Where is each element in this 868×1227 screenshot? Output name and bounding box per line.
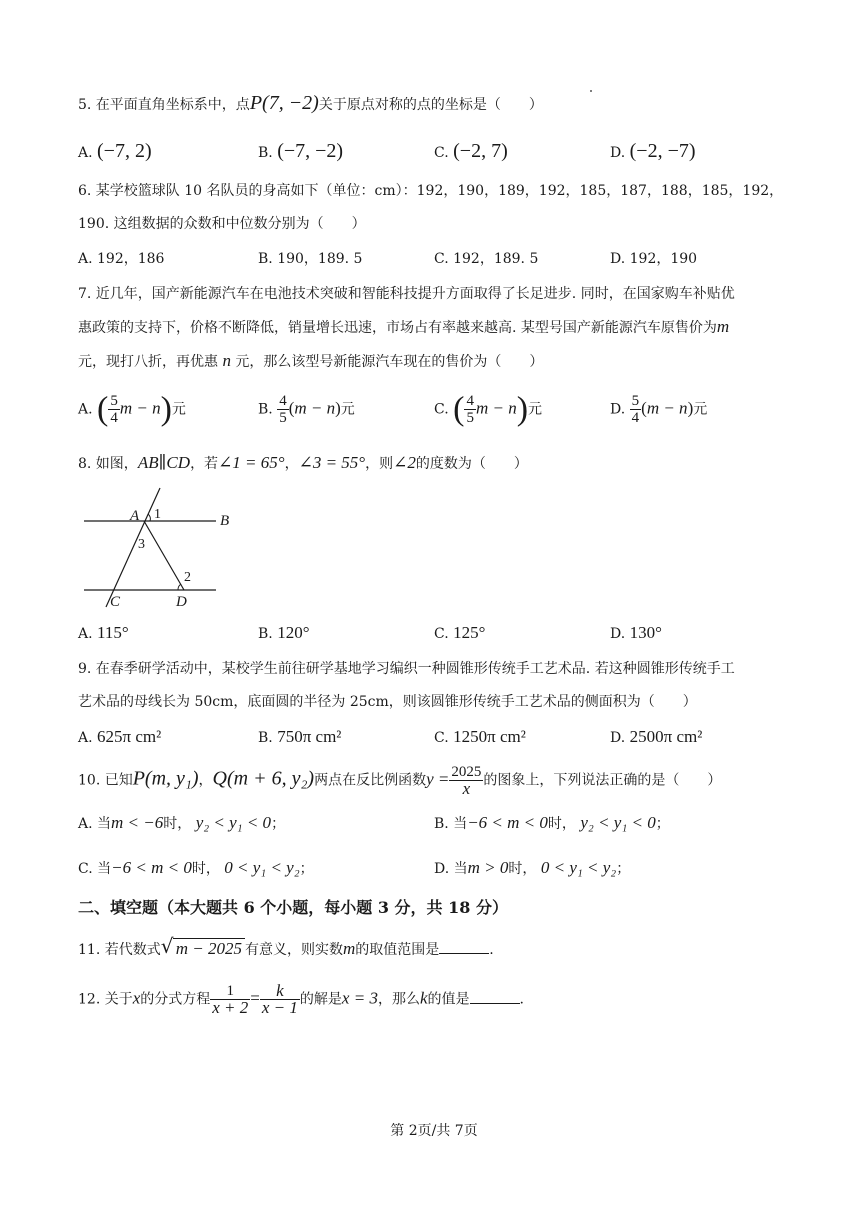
label-1: 1: [154, 507, 161, 522]
label-A: A: [130, 508, 140, 524]
q8-figure: [78, 482, 248, 612]
q9-option-c: C. 1250π cm²: [434, 727, 526, 746]
answer-blank[interactable]: [439, 939, 489, 954]
q9-line-1: 9. 在春季研学活动中，某校学生前往研学基地学习编织一种圆锥形传统手工艺术品. 若这种圆锥形传统手工: [78, 661, 735, 677]
q7-line-3: 元，现打八折，再优惠 n 元，那么该型号新能源汽车现在的售价为（ ）: [78, 351, 544, 370]
label-C: C: [110, 594, 121, 610]
label-3: 3: [138, 537, 145, 552]
question-5-stem: [78, 92, 543, 116]
q7-option-a: A. ( $\frac{5}{4}$ m − n)元: [78, 390, 186, 428]
page-footer: 第 2页/共 7页: [390, 1123, 478, 1139]
q5-stem-a: 5. 在平面直角坐标系中，点: [78, 97, 250, 113]
q9-line-2: 艺术品的母线长为 50cm，底面圆的半径为 25cm，则该圆锥形传统手工艺术品的侧面积为（ ）: [78, 694, 697, 710]
q9-option-a: A. 625π cm²: [78, 727, 162, 746]
q12-stem: 12. 关于x的分式方程 $\frac{1}{x + 2}$ = $\frac{k}{x - 1}$ 的解是x = 3，那么k的值是 .: [78, 981, 524, 1017]
label-D: D: [176, 594, 187, 610]
q9-option-d: D. 2500π cm²: [610, 727, 703, 746]
q8-option-c: C. 125°: [434, 623, 486, 642]
q6-option-c: C. 192，189. 5: [434, 251, 539, 267]
line-ad: [144, 521, 184, 590]
q5-option-a: A. (−7, 2): [78, 140, 152, 162]
q8-stem: 8. 如图，AB∥CD，若∠1 = 65°，∠3 = 55°，则∠2的度数为（ ）: [78, 453, 528, 472]
line-transversal-ac: [106, 488, 160, 607]
q8-option-a: A. 115°: [78, 623, 129, 642]
q7-line-2: 惠政策的支持下，价格不断降低，销量增长迅速，市场占有率越来越高. 某型号国产新能源汽车原售价为m: [78, 317, 730, 336]
q10-option-b: B. 当−6 < m < 0时， y₂ < y₁ < 0；: [434, 813, 670, 832]
q10-option-d: D. 当m > 0时， 0 < y₁ < y₂；: [434, 858, 631, 877]
q6-line-2: 190. 这组数据的众数和中位数分别为（ ）: [78, 216, 366, 232]
label-B: B: [220, 513, 230, 529]
q6-option-d: D. 192，190: [610, 251, 698, 267]
q5-option-b: B. (−7, −2): [258, 140, 344, 162]
q7-option-c: C. ( $\frac{4}{5}$ m − n)元: [434, 390, 543, 428]
q6-option-b: B. 190，189. 5: [258, 251, 363, 267]
section-2-title: 二、填空题（本大题共 6 个小题，每小题 3 分，共 18 分）: [78, 898, 508, 917]
q5-option-c: C. (−2, 7): [434, 140, 508, 162]
q7-option-b: B. $\frac{4}{5}$ (m − n)元: [258, 393, 355, 426]
q10-option-c: C. 当−6 < m < 0时， 0 < y₁ < y₂；: [78, 858, 314, 877]
speck: [590, 90, 592, 92]
sqrt-expression: √ m − 2025: [161, 938, 245, 961]
q8-option-b: B. 120°: [258, 623, 310, 642]
q11-stem: 11. 若代数式 √ m − 2025 有意义，则实数m的取值范围是 .: [78, 938, 494, 961]
q5-point: P(7, −2): [249, 92, 319, 114]
q10-stem: 10. 已知P(m, y₁)，Q(m + 6, y₂)两点在反比例函数y = $\frac{2025}{x}$ 的图象上，下列说法正确的是（ ）: [78, 764, 722, 798]
q6-option-a: A. 192，186: [78, 251, 165, 267]
angle-2-arc: [178, 584, 181, 590]
q9-option-b: B. 750π cm²: [258, 727, 342, 746]
q10-option-a: A. 当m < −6时， y₂ < y₁ < 0；: [78, 813, 286, 832]
q7-option-d: D. $\frac{5}{4}$ (m − n)元: [610, 393, 708, 426]
q6-line-1: 6. 某学校篮球队 10 名队员的身高如下（单位：cm）：192，190，189，192，185，187，188，185，192，: [78, 183, 784, 199]
label-2: 2: [184, 570, 191, 585]
q5-option-d: D. (−2, −7): [610, 140, 696, 162]
answer-blank[interactable]: [470, 989, 520, 1004]
q5-stem-b: 关于原点对称的点的坐标是（ ）: [318, 97, 543, 113]
q7-line-1: 7. 近几年，国产新能源汽车在电池技术突破和智能科技提升方面取得了长足进步. 同时，在国家购车补贴优: [78, 286, 735, 302]
q8-option-d: D. 130°: [610, 623, 662, 642]
